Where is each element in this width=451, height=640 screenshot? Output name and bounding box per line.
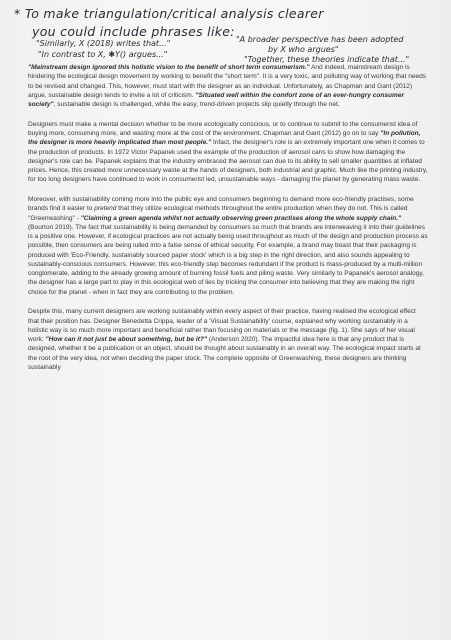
paragraph-text: (Anderson 2020). The impactful idea here is that any product that is designed, whether it be a publication or an object, should be thought about sustainably in an overall way. The ecological impact starts at the root of the very idea, not when deciding the paper stock. The complete opposite of Greenwashing, these designers are thinking sustainably — [28, 336, 421, 371]
quote: "Mainstream design ignored this holistic vision to the benefit of short term consumerism." — [28, 64, 310, 71]
paragraph-designer-decision — [28, 120, 428, 185]
paragraph-greenwashing — [28, 195, 428, 297]
emphasis: pretend — [94, 205, 117, 213]
paragraph-text: Moreover, with sustainability coming more into the public eye and consumers beginning to demand more eco-friendly practises, some brands find it easier to — [28, 196, 414, 213]
handwritten-phrase-broader-perspective: "A broader perspective has been adopted — [236, 35, 404, 44]
paragraph-text: Despite this, many current designers are working sustainably within every aspect of their practice, having realised the ecological effect that their position has. Designer Benedetta Crippa, leader of a 'Visual Sustainability' course, explained why working sustainably in a holistic way is so much more important and beneficial rather than focusing on materials or the message (fig. 1). She says of her visual work: — [28, 308, 416, 343]
quote: "Situated well within the comfort zone of an ever-hungry consumer society" — [28, 91, 405, 108]
essay-body — [28, 63, 428, 383]
paragraph-text: that they utilize ecological methods throughout the entire production when they do not. This is called "Greenwashing" - — [28, 205, 408, 222]
handwritten-phrase-together: "Together, these theories indicate that..." — [244, 55, 410, 64]
paragraph-text: Infact, the designer's role is an extremely important one when it comes to the production of products. In 1972 Victor Papanek used the example of the production of aerosol cans to show how damaging the designer's role can be. Papanek explains that the industry embraced the aerosol can due to its ability to sell smaller quantities at inflated prices. Hence, this created more unnecessary waste at the hands of designers, both industrial and graphic. Much like the printing industry, for too long designers have continued to work in consumerist led, unsustainable ways - damaging the planet by generating mass waste. — [28, 139, 428, 184]
paragraph-text: And indeed, mainstream design is hindering the ecological design movement by working to benefit the "short term". It is a very toxic, and polluting way of working that needs to be revised and changed. This, however, must start with the designer as an individual. Unfortunately, as Chapman and Gant (2012) argue, sustainable design tends to invite a lot of criticism. — [28, 64, 427, 99]
quote: "In pollution, the designer is more heavily implicated than most people." — [28, 130, 421, 147]
paragraph-text: (Bourton 2019). The fact that sustainability is being demanded by consumers so much that brands are interweaving it into their guidelines is a positive one. However, if ecological practices are not actually being used throughout as much of the design and production process as possible, then consumers are being lulled into a false sense of ethical security. For example, a brand may boast that their packaging is produced with 'Eco-Friendly, sustainably sourced paper stock' which is a big step in the right direction, and also sounds appealing to sustainably-conscious consumers. However, this eco-friendly step becomes redundant if the product is mass-produced by a multi-million conglomerate, adding to the already growing amount of burning fossil fuels and piling waste. Very similarly to Papanek's aerosol analogy, the designer has a large part to play in this ecological web of lies by tricking the consumer into believing that they are making the right choice for the planet - when in fact they are contributing to the problem. — [28, 223, 428, 296]
paragraph-text: Designers must make a mental decision whether to be more ecologically conscious, or to continue to submit to the consumerist idea of buying more, consuming more, and wasting more at the cost of the environment. Chapman and Gant (2012) go on to say — [28, 120, 418, 137]
handwritten-phrase-similarly: "Similarly, X (2018) writes that..." — [36, 39, 171, 48]
paragraph-mainstream-design — [28, 63, 428, 109]
handwritten-phrase-broader-perspective-cont: by X who argues" — [268, 45, 339, 54]
quote: "How can it not just be about something, but be it?" — [45, 336, 207, 343]
quote: "Claiming a green agenda whilst not actually observing green practises along the whole supply chain." — [80, 214, 402, 222]
paragraph-text: , sustainable design is challenged, while the easy, trend-driven projects slip quietly through the net. — [53, 101, 340, 108]
handwritten-phrase-in-contrast: "In contrast to X, ✱Y() argues..." — [38, 50, 168, 59]
handwritten-note-line-1: * To make triangulation/critical analysis clearer — [14, 6, 324, 21]
paragraph-current-designers — [28, 307, 428, 372]
handwritten-note-line-2: you could include phrases like: — [32, 24, 235, 39]
